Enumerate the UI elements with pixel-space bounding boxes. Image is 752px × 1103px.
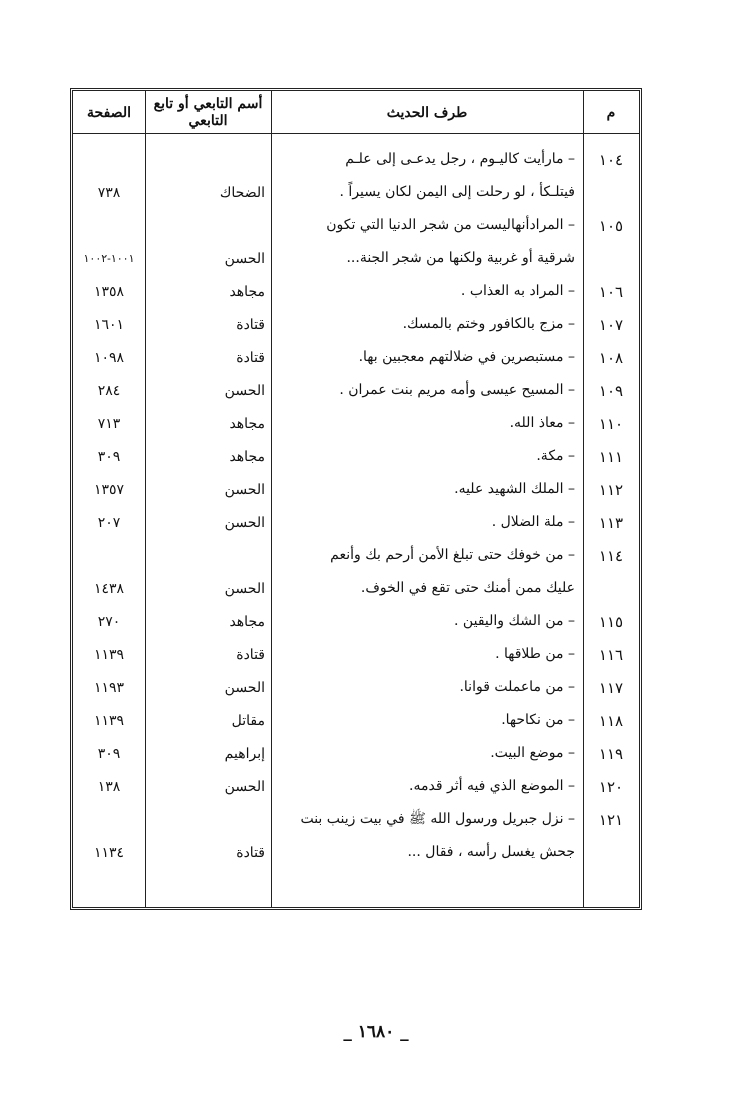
page-reference: ١٠٠١-١٠٠٢	[83, 252, 135, 265]
page-reference: ٧٣٨	[97, 184, 121, 201]
hadith-text-line: عليك ممن أمنك حتى تقع في الخوف.	[360, 580, 575, 596]
table-row	[73, 605, 639, 638]
hadith-text-line: – من خوفك حتى تبلغ الأمن أرحم بك وأنعم	[330, 547, 575, 563]
row-number: ١٠٧	[598, 315, 624, 334]
page-reference: ٧١٣	[97, 415, 121, 432]
narrator-name: الحسن	[224, 481, 265, 498]
header-divider	[73, 133, 639, 134]
page-reference: ٢٠٧	[97, 514, 121, 531]
hadith-text	[275, 671, 575, 704]
row-number: ١١٨	[598, 711, 624, 730]
table-row	[73, 440, 639, 473]
hadith-text-line: – ملة الضلال .	[491, 514, 575, 530]
row-number: ١١٣	[598, 513, 624, 532]
hadith-text	[275, 704, 575, 737]
page-reference: ١٦٠١	[93, 316, 125, 333]
hadith-text	[275, 638, 575, 671]
narrator-name: مجاهد	[229, 613, 265, 630]
page-reference: ٣٠٩	[97, 745, 121, 762]
hadith-text	[275, 506, 575, 539]
hadith-text-line: – من نكاحها.	[501, 712, 575, 728]
hadith-text	[275, 605, 575, 638]
narrator-name: قتادة	[236, 646, 265, 663]
hadith-text	[275, 209, 575, 275]
table-row	[73, 209, 639, 275]
page-reference: ١٠٩٨	[93, 349, 125, 366]
hadith-text-line: – من طلاقها .	[495, 646, 575, 662]
row-number: ١٢١	[598, 810, 624, 829]
hadith-text-line: – من ماعملت قوانا.	[459, 679, 575, 695]
row-number: ١١٦	[598, 645, 624, 664]
narrator-name: إبراهيم	[224, 745, 265, 762]
narrator-name: قتادة	[236, 349, 265, 366]
narrator-name: قتادة	[236, 844, 265, 861]
narrator-name: قتادة	[236, 316, 265, 333]
page-reference: ١٣٥٧	[93, 481, 125, 498]
page-reference: ٢٨٤	[97, 382, 121, 399]
table-row	[73, 143, 639, 209]
narrator-name: الحسن	[224, 250, 265, 267]
row-number: ١٠٦	[598, 282, 624, 301]
hadith-text-line: فيتلـكأ ، لو رحلت إلى اليمن لكان يسيراً .	[339, 184, 575, 200]
page-reference: ٢٧٠	[97, 613, 121, 630]
table-row	[73, 539, 639, 605]
hadith-text-line: شرقية أو غربية ولكنها من شجر الجنة...	[346, 250, 575, 266]
table-row	[73, 506, 639, 539]
hadith-text	[275, 737, 575, 770]
narrator-name: الحسن	[224, 580, 265, 597]
row-number: ١٠٤	[598, 150, 624, 169]
hadith-text-line: – معاذ الله.	[509, 415, 575, 431]
narrator-name: مجاهد	[229, 448, 265, 465]
hadith-text-line: – الموضع الذي فيه أثر قدمه.	[409, 778, 575, 794]
page-number: _ ١٦٨٠ _	[343, 1022, 409, 1042]
table-row	[73, 341, 639, 374]
page-reference: ١٣٥٨	[93, 283, 125, 300]
hadith-text-line: – مستبصرين في ضلالتهم معجبين بها.	[358, 349, 575, 365]
row-number: ١١٩	[598, 744, 624, 763]
row-number: ١٢٠	[598, 777, 624, 796]
hadith-text-line: – المسيح عيسى وأمه مريم بنت عمران .	[339, 382, 575, 398]
hadith-text	[275, 341, 575, 374]
hadith-text-line: – مكة.	[536, 448, 575, 464]
row-number: ١١٧	[598, 678, 624, 697]
table-row	[73, 770, 639, 803]
table-row	[73, 473, 639, 506]
narrator-name: الحسن	[224, 679, 265, 696]
hadith-text	[275, 308, 575, 341]
hadith-text	[275, 770, 575, 803]
hadith-text-line: – المراد به العذاب .	[460, 283, 575, 299]
hadith-text-line: – الملك الشهيد عليه.	[454, 481, 575, 497]
hadith-text-line: – المرادأنهاليست من شجر الدنيا التي تكون	[326, 217, 575, 233]
row-number: ١٠٨	[598, 348, 624, 367]
row-number: ١١٠	[598, 414, 624, 433]
hadith-text	[275, 803, 575, 869]
hadith-text	[275, 539, 575, 605]
table-row	[73, 737, 639, 770]
page-reference: ١١٩٣	[93, 679, 125, 696]
table-row	[73, 704, 639, 737]
table-row	[73, 374, 639, 407]
hadith-text	[275, 275, 575, 308]
page-reference: ١١٣٤	[93, 844, 125, 861]
hadith-text	[275, 473, 575, 506]
table-row	[73, 671, 639, 704]
page-reference: ٣٠٩	[97, 448, 121, 465]
row-number: ١٠٥	[598, 216, 624, 235]
row-number: ١١٢	[598, 480, 624, 499]
hadith-text	[275, 143, 575, 209]
hadith-text	[275, 374, 575, 407]
header-narrator: أسم التابعي أو تابع التابعي	[153, 96, 263, 129]
hadith-text	[275, 440, 575, 473]
row-number: ١١٥	[598, 612, 624, 631]
narrator-name: الضحاك	[219, 184, 265, 201]
header-page: الصفحة	[87, 104, 131, 121]
page-reference: ١١٣٩	[93, 712, 125, 729]
table-row	[73, 308, 639, 341]
narrator-name: مجاهد	[229, 415, 265, 432]
hadith-text-line: – مارأيت كاليـوم ، رجل يدعـى إلى علـم	[345, 151, 575, 167]
narrator-name: الحسن	[224, 514, 265, 531]
narrator-name: مقاتل	[231, 712, 265, 729]
hadith-text-line: – نزل جبريل ورسول الله ﷺ في بيت زينب بنت	[300, 811, 575, 827]
header-hadith: طرف الحديث	[386, 104, 468, 121]
row-number: ١٠٩	[598, 381, 624, 400]
table-row	[73, 803, 639, 869]
row-number: ١١٤	[598, 546, 624, 565]
page-reference: ١٤٣٨	[93, 580, 125, 597]
hadith-index-table	[70, 88, 642, 910]
narrator-name: مجاهد	[229, 283, 265, 300]
hadith-text-line: – مزج بالكافور وختم بالمسك.	[402, 316, 575, 332]
table-row	[73, 638, 639, 671]
table-row	[73, 407, 639, 440]
row-number: ١١١	[598, 447, 624, 466]
narrator-name: الحسن	[224, 778, 265, 795]
hadith-text	[275, 407, 575, 440]
page-reference: ١٣٨	[97, 778, 121, 795]
narrator-name: الحسن	[224, 382, 265, 399]
table-row	[73, 275, 639, 308]
hadith-text-line: – موضع البيت.	[490, 745, 575, 761]
page-reference: ١١٣٩	[93, 646, 125, 663]
hadith-text-line: جحش يغسل رأسه ، فقال ...	[407, 844, 575, 860]
header-number: م	[606, 104, 616, 121]
hadith-text-line: – من الشك واليقين .	[454, 613, 575, 629]
